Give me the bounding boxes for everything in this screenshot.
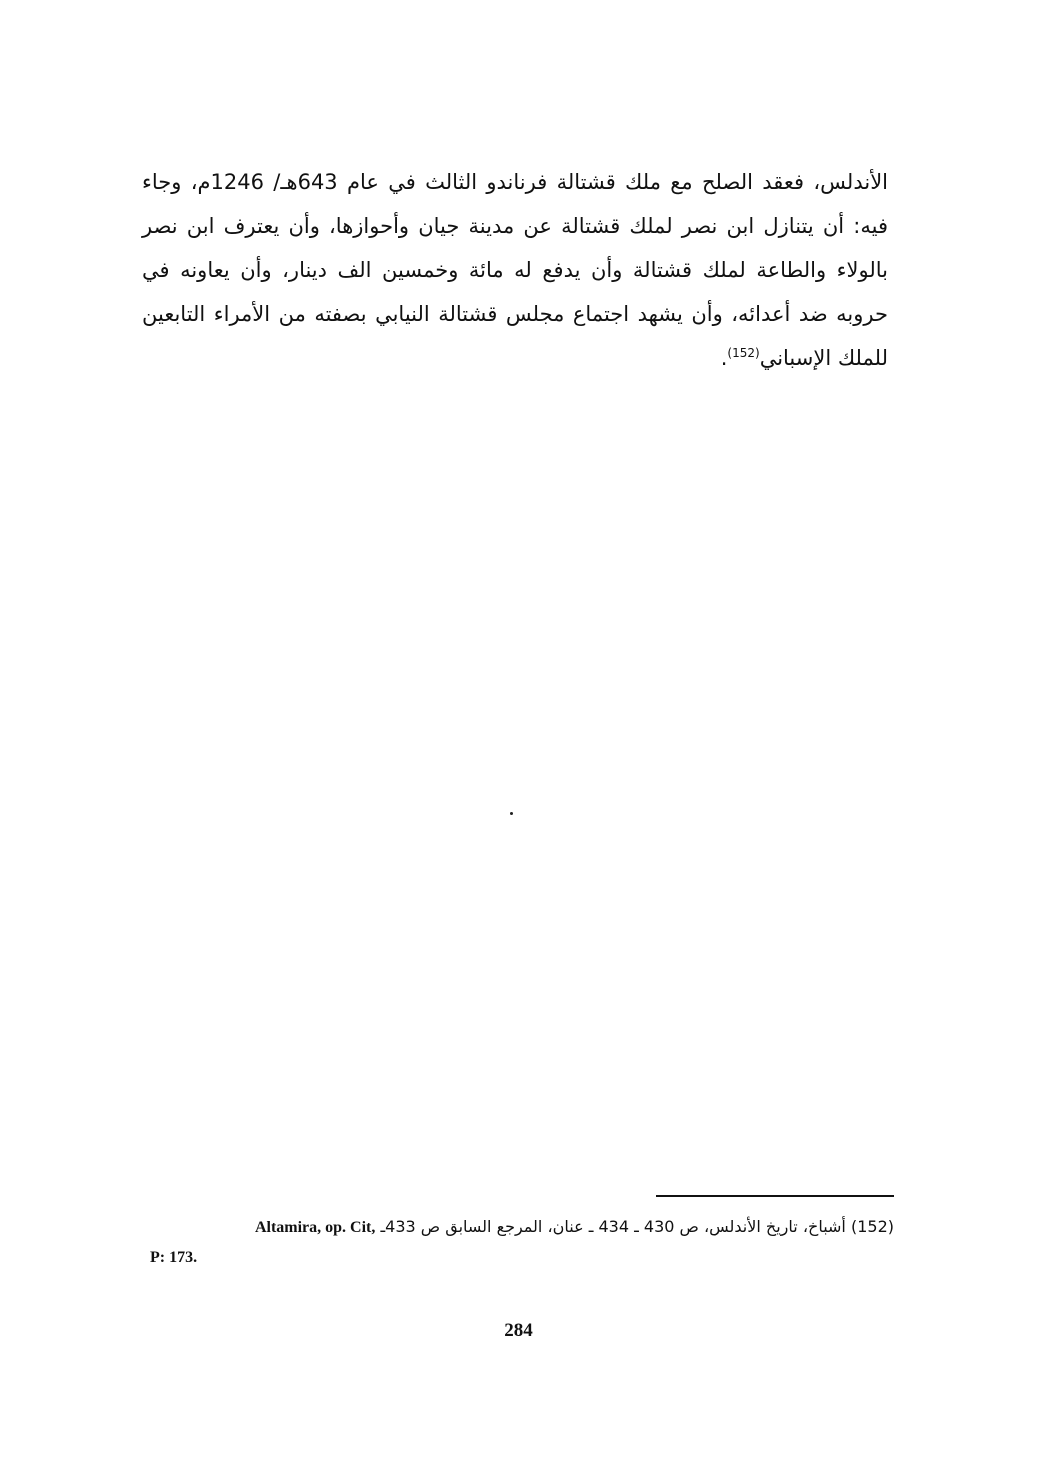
footnote-separator: [656, 1195, 894, 1197]
paragraph-line-5: [142, 336, 888, 380]
footnote: [150, 1212, 894, 1273]
paragraph-line-1: الأندلس، فعقد الصلح مع ملك قشتالة فرناندو الثالث في عام 643هـ/ 1246م، وجاء: [142, 170, 889, 194]
paragraph-line-2: فيه: أن يتنازل ابن نصر لملك قشتالة عن مدينة جيان وأحوازها، وأن يعترف ابن نصر: [142, 214, 888, 238]
footnote-latin-text: Altamira, op. Cit,: [254, 1219, 376, 1236]
paragraph-line-4: حروبه ضد أعدائه، وأن يشهد اجتماع مجلس قشتالة النيابي بصفته من الأمراء التابعين: [142, 302, 888, 326]
footnote-line-1: [150, 1212, 894, 1243]
stray-dot: [510, 812, 513, 815]
end-mark: .: [720, 346, 728, 370]
main-paragraph: [142, 160, 888, 380]
footnote-line-2: P: 173.: [150, 1249, 198, 1266]
footnote-arabic-text: (152) أشباخ، تاريخ الأندلس، ص 430 ـ 434 ـ عنان، المرجع السابق ص 433ـ: [380, 1217, 894, 1236]
footnote-reference: (152): [727, 346, 760, 360]
paragraph-line-3: بالولاء والطاعة لملك قشتالة وأن يدفع له مائة وخمسين الف دينار، وأن يعاونه في: [142, 258, 888, 282]
paragraph-line-5-text: للملك الإسباني: [759, 346, 888, 370]
page-number: 284: [504, 1320, 533, 1341]
